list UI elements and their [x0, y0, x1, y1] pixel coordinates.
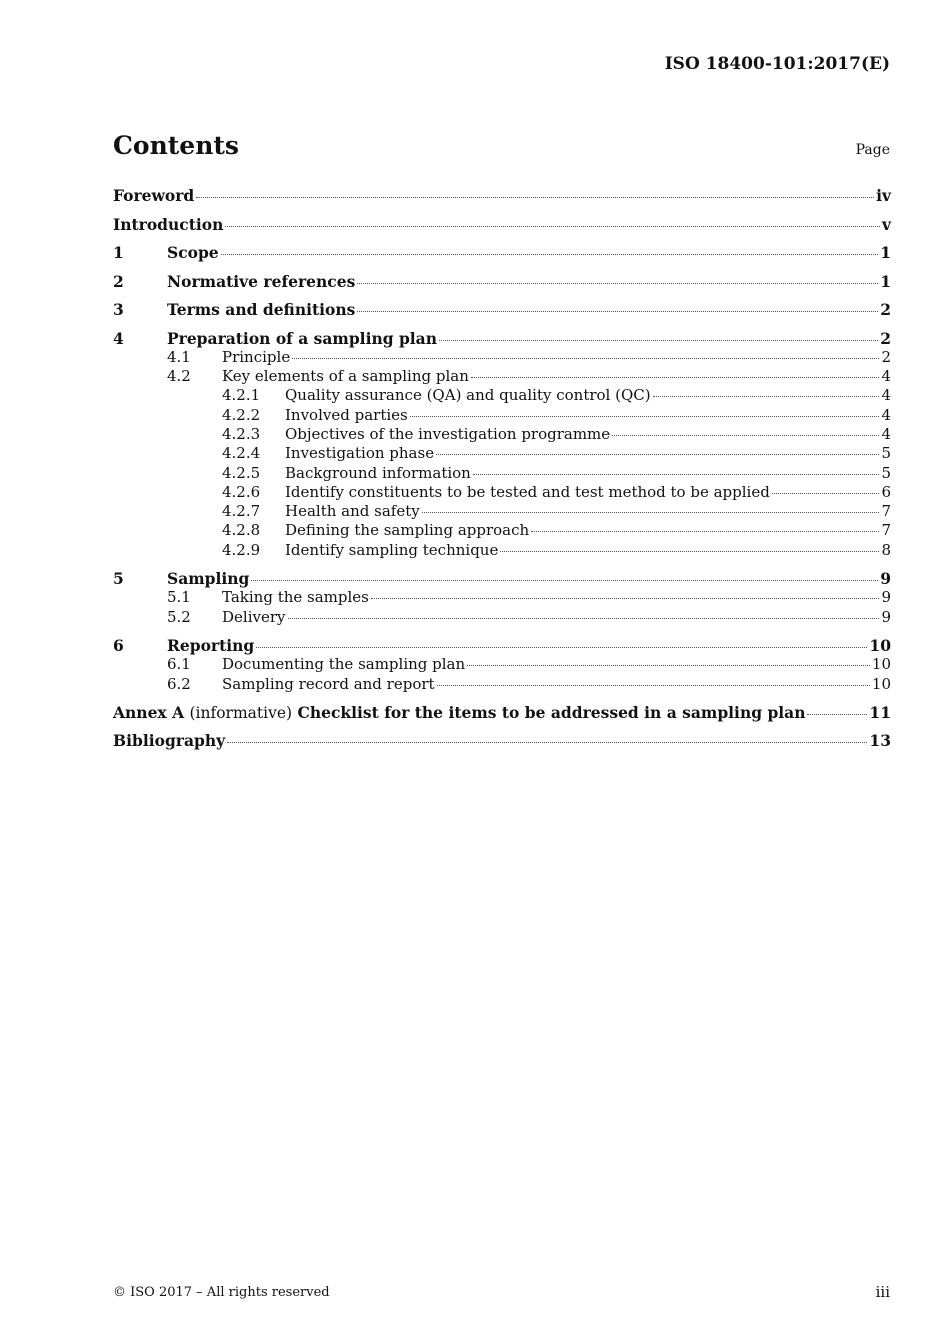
toc-entry-bibliography[interactable]: [113, 731, 891, 760]
dot-leader: [357, 310, 878, 312]
toc-number: 4.2.3: [222, 424, 261, 443]
toc-title: Introduction: [113, 214, 224, 234]
toc-entry-foreword[interactable]: [113, 186, 891, 215]
dot-leader: [422, 511, 880, 513]
dot-leader: [807, 713, 867, 715]
dot-leader: [221, 253, 879, 255]
toc-page: 4: [881, 405, 891, 424]
table-of-contents: [113, 186, 891, 760]
dot-leader: [471, 376, 880, 378]
dot-leader: [439, 339, 878, 341]
toc-entry-sampling-record[interactable]: [113, 675, 891, 694]
toc-entry-sampling[interactable]: [113, 569, 891, 588]
toc-number: 4.2.9: [222, 540, 261, 559]
toc-entry-scope[interactable]: [113, 243, 891, 272]
toc-title: Background information: [285, 463, 471, 482]
annex-qualifier: (informative): [189, 703, 293, 722]
toc-entry-investigation-phase[interactable]: [113, 444, 891, 463]
toc-title: Delivery: [222, 607, 286, 626]
dot-leader: [467, 664, 870, 666]
toc-number: 4.2.5: [222, 463, 261, 482]
dot-leader: [371, 597, 880, 599]
toc-page: 10: [869, 635, 891, 655]
toc-page: 6: [881, 482, 891, 501]
dot-leader: [500, 550, 879, 552]
toc-page: 4: [881, 424, 891, 443]
toc-entry-normative-references[interactable]: [113, 272, 891, 301]
toc-page: v: [881, 214, 891, 234]
toc-entry-background-information[interactable]: [113, 464, 891, 483]
toc-number: 4.2.4: [222, 444, 261, 463]
toc-title: Normative references: [167, 271, 356, 291]
toc-title: Identify constituents to be tested and test method to be applied: [285, 482, 770, 501]
annex-label: Annex A: [113, 702, 185, 722]
toc-title: Documenting the sampling plan: [222, 655, 466, 674]
dot-leader: [531, 530, 879, 532]
toc-number: 1: [113, 243, 124, 262]
toc-entry-annex-a[interactable]: [113, 703, 891, 732]
page-title: Contents: [113, 131, 240, 160]
toc-entry-identify-constituents[interactable]: [113, 483, 891, 502]
toc-title: Foreword: [113, 186, 195, 205]
toc-title: Terms and definitions: [167, 300, 356, 319]
toc-number: 2: [113, 271, 124, 291]
toc-title: Key elements of a sampling plan: [222, 367, 469, 386]
toc-page: 7: [881, 502, 891, 521]
dot-leader: [772, 492, 880, 494]
toc-number: 3: [113, 300, 124, 319]
toc-title: Sampling record and report: [222, 674, 435, 693]
toc-entry-documenting-plan[interactable]: [113, 655, 891, 674]
toc-number: 6.2: [167, 674, 191, 693]
document-id: ISO 18400-101:2017(E): [664, 54, 890, 74]
toc-page: 9: [880, 569, 891, 589]
toc-title: Involved parties: [285, 405, 408, 424]
toc-title: Preparation of a sampling plan: [167, 328, 437, 348]
toc-page: 9: [881, 607, 891, 626]
toc-page: 2: [880, 328, 891, 348]
dot-leader: [653, 395, 880, 397]
toc-entry-qa-qc[interactable]: [113, 386, 891, 405]
dot-leader: [196, 196, 874, 198]
toc-title: Sampling: [167, 569, 250, 589]
toc-number: 4.2.8: [222, 521, 261, 540]
toc-entry-sampling-approach[interactable]: [113, 521, 891, 540]
toc-number: 5.2: [167, 607, 191, 626]
dot-leader: [410, 415, 880, 417]
dot-leader: [292, 357, 879, 359]
toc-page: 7: [881, 521, 891, 540]
dot-leader: [437, 684, 870, 686]
toc-number: 4.2.1: [222, 386, 261, 405]
toc-number: 5: [113, 569, 124, 589]
toc-title: Defining the sampling approach: [285, 521, 530, 540]
toc-title: Identify sampling technique: [285, 540, 499, 559]
dot-leader: [612, 434, 879, 436]
toc-number: 4.2.7: [222, 502, 261, 521]
toc-title: Health and safety: [285, 502, 420, 521]
dot-leader: [473, 473, 880, 475]
toc-entry-sampling-technique[interactable]: [113, 541, 891, 560]
toc-page: 10: [871, 655, 891, 674]
toc-entry-principle[interactable]: [113, 348, 891, 367]
toc-number: 4: [113, 328, 124, 348]
dot-leader: [436, 453, 879, 455]
dot-leader: [256, 646, 867, 648]
toc-title: Principle: [222, 347, 291, 366]
toc-number: 4.1: [167, 347, 191, 366]
toc-entry-preparation-of-sampling-plan[interactable]: [113, 329, 891, 348]
toc-title: Scope: [167, 243, 219, 262]
toc-page: 2: [880, 300, 891, 319]
dot-leader: [225, 225, 880, 227]
toc-page: 4: [881, 386, 891, 405]
toc-page: 1: [880, 243, 891, 262]
dot-leader: [288, 617, 880, 619]
toc-entry-key-elements[interactable]: [113, 367, 891, 386]
toc-page: 11: [869, 702, 891, 722]
toc-page: 8: [881, 540, 891, 559]
toc-entry-reporting[interactable]: [113, 636, 891, 655]
dot-leader: [251, 579, 878, 581]
toc-number: 5.1: [167, 588, 191, 607]
toc-page: 4: [881, 367, 891, 386]
toc-title: Quality assurance (QA) and quality control (QC): [285, 386, 651, 405]
dot-leader: [357, 282, 878, 284]
toc-page: iv: [876, 186, 891, 205]
toc-page: 1: [880, 271, 891, 291]
toc-number: 4.2.2: [222, 405, 261, 424]
footer-copyright: © ISO 2017 – All rights reserved: [113, 1285, 330, 1300]
toc-page: 2: [881, 347, 891, 366]
toc-number: 4.2: [167, 367, 191, 386]
toc-entry-taking-samples[interactable]: [113, 588, 891, 607]
toc-entry-delivery[interactable]: [113, 608, 891, 627]
toc-entry-health-and-safety[interactable]: [113, 502, 891, 521]
toc-page: 13: [869, 731, 891, 751]
toc-title: Bibliography: [113, 731, 226, 751]
toc-page: 5: [881, 444, 891, 463]
toc-page: 5: [881, 463, 891, 482]
toc-entry-involved-parties[interactable]: [113, 406, 891, 425]
toc-title: [113, 703, 805, 723]
toc-entry-terms-and-definitions[interactable]: [113, 300, 891, 329]
page-column-label: Page: [855, 142, 890, 158]
dot-leader: [227, 741, 867, 743]
toc-title: Objectives of the investigation programme: [285, 424, 611, 443]
toc-page: 9: [881, 588, 891, 607]
toc-number: 4.2.6: [222, 482, 261, 501]
annex-title: Checklist for the items to be addressed in a sampling plan: [297, 702, 806, 722]
toc-page: 10: [871, 674, 891, 693]
footer-page-number: iii: [875, 1283, 890, 1301]
toc-title: Investigation phase: [285, 444, 435, 463]
toc-entry-introduction[interactable]: [113, 215, 891, 244]
toc-number: 6: [113, 635, 124, 655]
toc-number: 6.1: [167, 655, 191, 674]
toc-entry-objectives[interactable]: [113, 425, 891, 444]
toc-title: Taking the samples: [222, 588, 369, 607]
toc-title: Reporting: [167, 635, 255, 655]
